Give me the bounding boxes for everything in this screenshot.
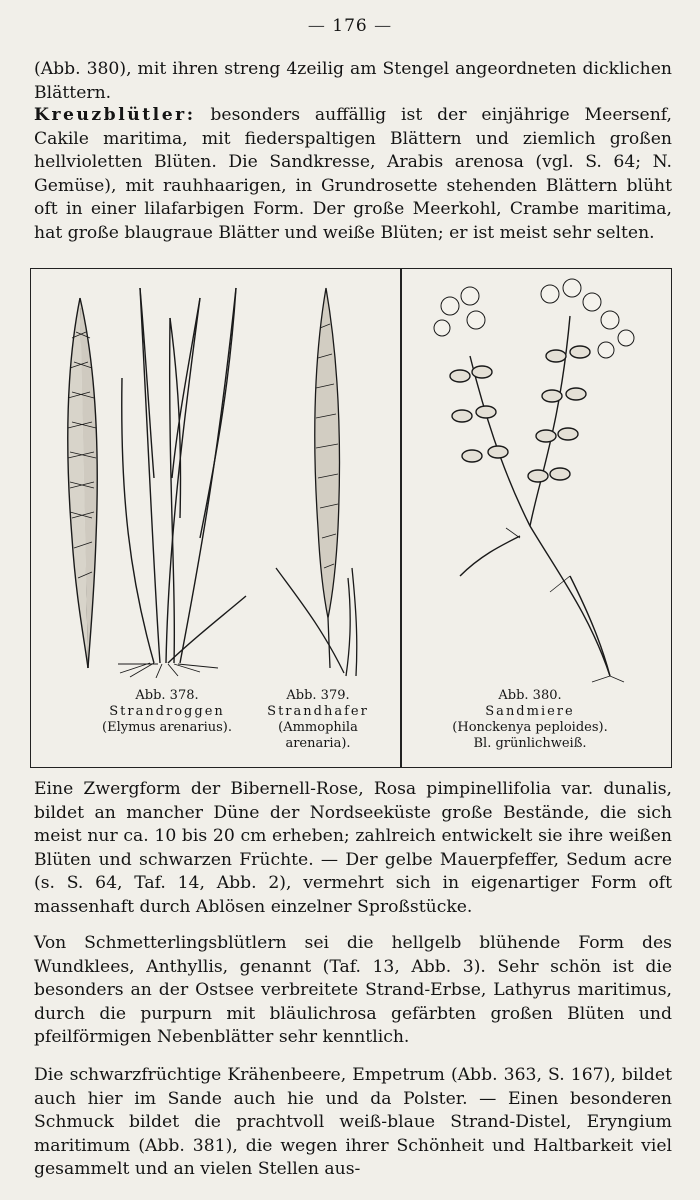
paragraph-body: besonders auffällig ist der einjährige Meersenf, Cakile maritima, mit fiederspaltigen Blättern und ziemlich großen hellvioletten Blüten. Die Sandkresse, Arabis arenosa (vgl. S. 64; N. Gemüse), mit rauhhaarigen, in Grundrosette stehenden Blättern blüht oft in einer lilafarbigen Form. Der große Meerkohl, Crambe maritima, hat große blaugraue Blätter und weiße Blüten; er ist meist sehr selten. — [34, 105, 672, 243]
caption-abb-378 — [92, 688, 242, 736]
caption-abb-380 — [430, 688, 630, 752]
caption-extra: Bl. grünlichweiß. — [473, 736, 587, 751]
caption-number: Abb. 379. — [286, 688, 350, 703]
figure-divider — [400, 268, 402, 768]
caption-abb-379 — [248, 688, 388, 752]
caption-latin: (Honckenya peploides). — [452, 720, 608, 735]
paragraph-bibernell-rose: Eine Zwergform der Bibernell-Rose, Rosa pimpinellifolia var. dunalis, bildet an mancher Düne der Nordseeküste große Bestände, die sich meist nur ca. 10 bis 20 cm erheben; zahlreich entwickelt sie ihre weißen Blüten und schwarzen Früchte. — Der gelbe Mauerpfeffer, Sedum acre (s. S. 64, Taf. 14, Abb. 2), vermehrt sich in eigenartiger Form oft massenhaft durch Ablösen einzelner Sproßstücke. — [34, 779, 672, 917]
caption-latin: (Elymus arenarius). — [102, 720, 232, 735]
caption-name: Sandmiere — [485, 704, 575, 719]
paragraph-kreuzbluetler — [34, 104, 672, 246]
paragraph-lead: Kreuzblütler: — [34, 105, 196, 125]
caption-number: Abb. 380. — [498, 688, 562, 703]
sandmiere-illustration — [420, 276, 660, 686]
strandhafer-illustration — [268, 278, 378, 678]
page-header: — 176 — — [307, 16, 393, 36]
paragraph-continuation: (Abb. 380), mit ihren streng 4zeilig am Stengel angeordneten dicklichen Blättern. — [34, 59, 672, 103]
caption-number: Abb. 378. — [135, 688, 199, 703]
strandroggen-illustration — [50, 278, 250, 678]
page-number: 176 — [332, 16, 368, 36]
caption-name: Strandroggen — [109, 704, 225, 719]
paragraph-kraehenbeere: Die schwarzfrüchtige Krähenbeere, Empetrum (Abb. 363, S. 167), bildet auch hier im Sande auch hie und da Polster. — Einen besonderen Schmuck bildet die prachtvoll weiß-blaue Strand-Distel, Eryngium maritimum (Abb. 381), die wegen ihrer Schönheit und Haltbarkeit viel gesammelt und an vielen Stellen aus- — [34, 1065, 672, 1180]
paragraph-schmetterlingsbluetler: Von Schmetterlingsblütlern sei die hellgelb blühende Form des Wundklees, Anthyllis, genannt (Taf. 13, Abb. 3). Sehr schön ist die besonders an der Ostsee verbreitete Strand-Erbse, Lathyrus maritimus, durch die purpurn mit bläulichrosa gefärbten großen Blüten und pfeilförmigen Nebenblätter sehr kenntlich. — [34, 933, 672, 1048]
caption-latin: (Ammophila arenaria). — [278, 720, 358, 751]
caption-name: Strandhafer — [267, 704, 369, 719]
